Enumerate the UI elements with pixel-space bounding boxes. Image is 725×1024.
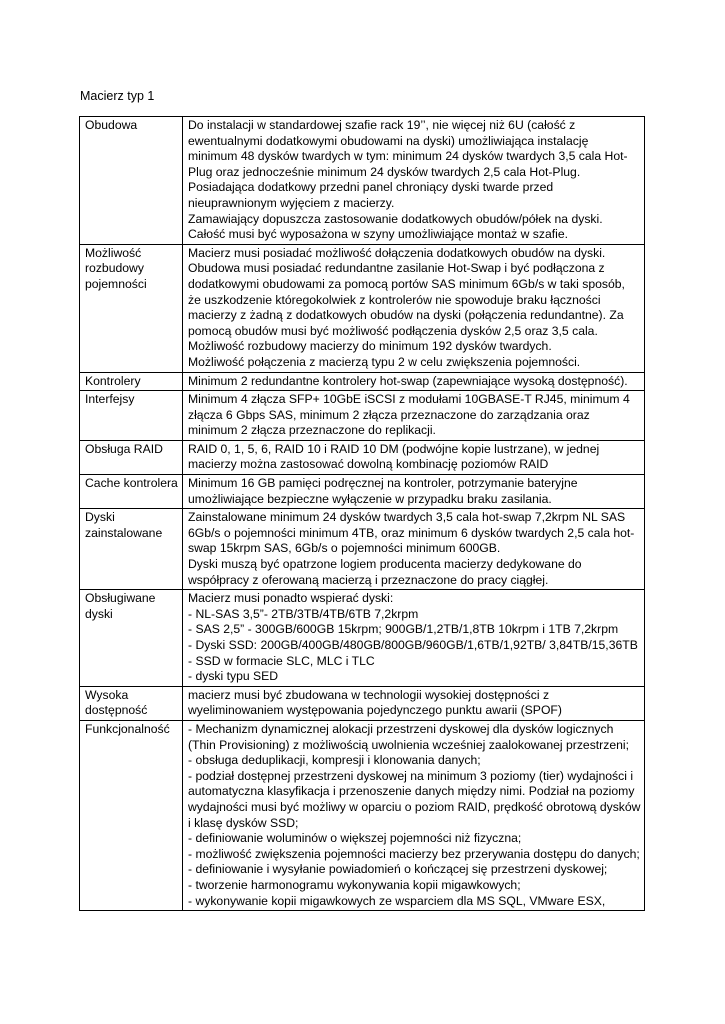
table-row xyxy=(80,509,645,590)
table-row xyxy=(80,686,645,720)
row-value: Minimum 4 złącza SFP+ 10GbE iSCSI z modułami 10GBASE-T RJ45, minimum 4 złącza 6 Gbps SAS, minimum 2 złącza przeznaczone do zarządzania oraz minimum 2 złącza przeznaczone do replikacji. xyxy=(183,391,645,441)
table-row xyxy=(80,440,645,474)
row-label: Obsługiwane dyski xyxy=(80,590,183,687)
row-label: Obudowa xyxy=(80,117,183,245)
specification-table xyxy=(79,116,645,911)
row-value: Macierz musi ponadto wspierać dyski: - NL-SAS 3,5”- 2TB/3TB/4TB/6TB 7,2krpm - SAS 2,5” - 300GB/600GB 15krpm; 900GB/1,2TB/1,8TB 10krpm i 1TB 7,2krpm - Dyski SSD: 200GB/400GB/480GB/800GB/960GB/1,6TB/1,92TB/ 3,84TB/15,36TB - SSD w formacie SLC, MLC i TLC - dyski typu SED xyxy=(183,590,645,687)
row-value: Macierz musi posiadać możliwość dołączenia dodatkowych obudów na dyski. Obudowa musi posiadać redundantne zasilanie Hot-Swap i być podłączona z dodatkowymi obudowami za pomocą portów SAS minimum 6Gb/s w taki sposób, że uszkodzenie któregokolwiek z kontrolerów nie spowoduje braku łączności macierzy z żadną z dodatkowych obudów na dyski (połączenia redundantne). Za pomocą obudów musi być możliwość podłączenia dysków 2,5 oraz 3,5 cala. Możliwość rozbudowy macierzy do minimum 192 dysków twardych. Możliwość połączenia z macierzą typu 2 w celu zwiększenia pojemności. xyxy=(183,244,645,372)
row-value: Minimum 16 GB pamięci podręcznej na kontroler, potrzymanie bateryjne umożliwiające bezpieczne wyłączenie w przypadku braku zasilania. xyxy=(183,475,645,509)
row-label: Możliwość rozbudowy pojemności xyxy=(80,244,183,372)
row-label: Interfejsy xyxy=(80,391,183,441)
table-row xyxy=(80,391,645,441)
row-value: macierz musi być zbudowana w technologii wysokiej dostępności z wyeliminowaniem występowania pojedynczego punktu awarii (SPOF) xyxy=(183,686,645,720)
row-label: Dyski zainstalowane xyxy=(80,509,183,590)
row-value: Zainstalowane minimum 24 dysków twardych 3,5 cala hot-swap 7,2krpm NL SAS 6Gb/s o pojemności minimum 4TB, oraz minimum 6 dysków twardych 2,5 cala hot-swap 15krpm SAS, 6Gb/s o pojemności minimum 600GB. Dyski muszą być opatrzone logiem producenta macierzy dedykowane do współpracy z oferowaną macierzą i przeznaczone do pracy ciągłej. xyxy=(183,509,645,590)
table-row xyxy=(80,720,645,910)
row-value: RAID 0, 1, 5, 6, RAID 10 i RAID 10 DM (podwójne kopie lustrzane), w jednej macierzy można zastosować dowolną kombinację poziomów RAID xyxy=(183,440,645,474)
table-row xyxy=(80,117,645,245)
table-row xyxy=(80,475,645,509)
row-label: Kontrolery xyxy=(80,372,183,391)
table-row xyxy=(80,372,645,391)
row-label: Wysoka dostępność xyxy=(80,686,183,720)
page-title: Macierz typ 1 xyxy=(80,89,155,103)
table-row xyxy=(80,244,645,372)
row-label: Funkcjonalność xyxy=(80,720,183,910)
row-label: Obsługa RAID xyxy=(80,440,183,474)
row-value: Do instalacji w standardowej szafie rack 19’’, nie więcej niż 6U (całość z ewentualnymi dodatkowymi obudowami na dyski) umożliwiająca instalację minimum 48 dysków twardych w tym: minimum 24 dysków twardych 3,5 cala Hot-Plug oraz jednocześnie minimum 24 dysków twardych 2,5 cala Hot-Plug. Posiadająca dodatkowy przedni panel chroniący dyski twarde przed nieuprawnionym wyjęciem z macierzy. Zamawiający dopuszcza zastosowanie dodatkowych obudów/półek na dyski. Całość musi być wyposażona w szyny umożliwiające montaż w szafie. xyxy=(183,117,645,245)
row-value: Minimum 2 redundantne kontrolery hot-swap (zapewniające wysoką dostępność). xyxy=(183,372,645,391)
table-row xyxy=(80,590,645,687)
row-label: Cache kontrolera xyxy=(80,475,183,509)
row-value: - Mechanizm dynamicznej alokacji przestrzeni dyskowej dla dysków logicznych (Thin Provisioning) z możliwością uwolnienia wcześniej zaalokowanej przestrzeni; - obsługa deduplikacji, kompresji i klonowania danych; - podział dostępnej przestrzeni dyskowej na minimum 3 poziomy (tier) wydajności i automatyczna klasyfikacja i przenoszenie danych między nimi. Podział na poziomy wydajności musi być możliwy w oparciu o poziom RAID, prędkość obrotową dysków i klasę dysków SSD; - definiowanie woluminów o większej pojemności niż fizyczna; - możliwość zwiększenia pojemności macierzy bez przerywania dostępu do danych; - definiowanie i wysyłanie powiadomień o kończącej się przestrzeni dyskowej; - tworzenie harmonogramu wykonywania kopii migawkowych; - wykonywanie kopii migawkowych ze wsparciem dla MS SQL, VMware ESX, xyxy=(183,720,645,910)
